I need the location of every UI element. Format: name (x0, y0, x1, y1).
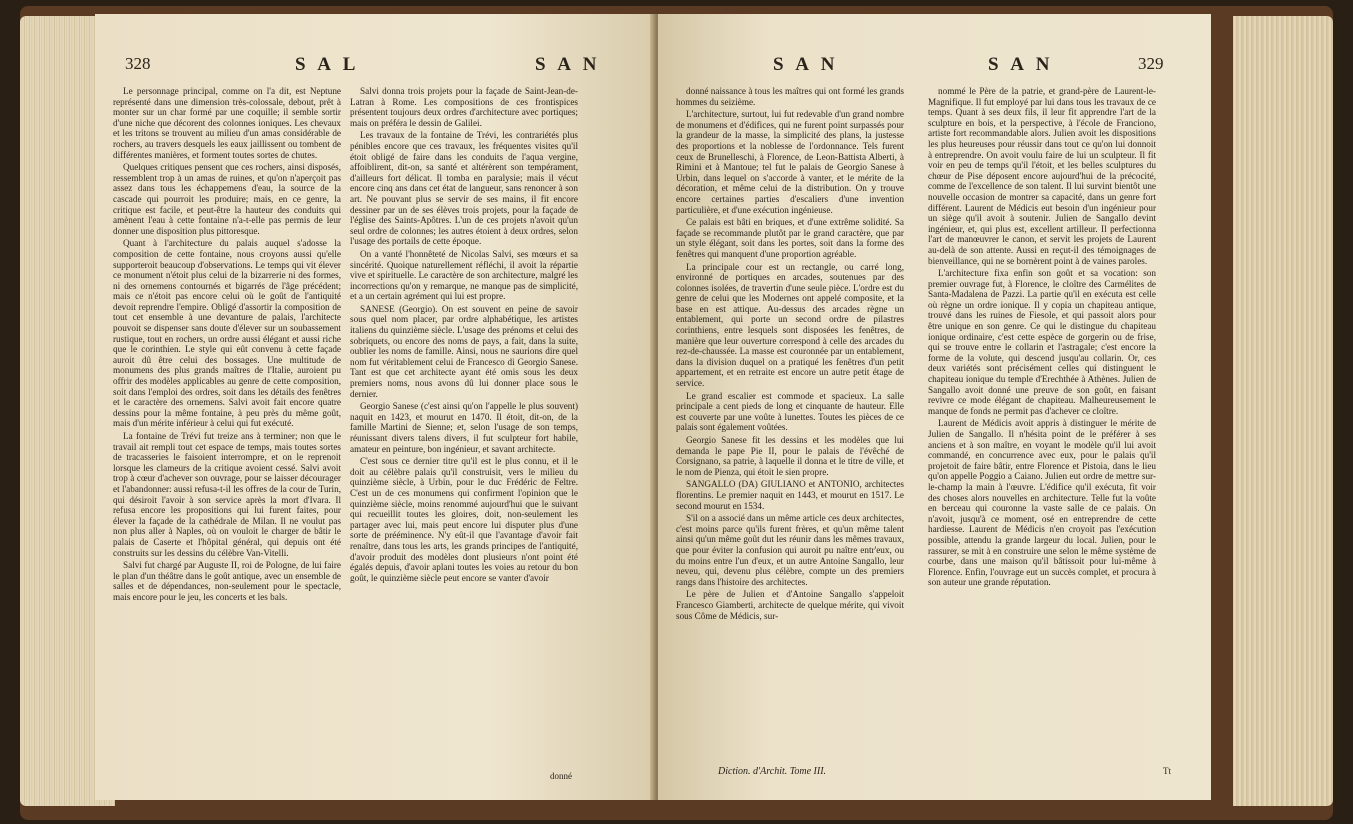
right-column-1 (676, 86, 904, 623)
paragraph: L'architecture fixa enfin son goût et sa vocation: son premier ouvrage fut, à Florence, le cloître des Carmélites de Santa-Madalena de Pazzi. La partie qu'il en exécuta est celle où règne un ordre ionique. Il y copia un chapiteau antique, trouvé dans les ruines de Fiesole, et qui passoit alors pour être unique en son genre. Ce qui le distingue du chapiteau ionique ordinaire, c'est cette espèce de gorgerin ou de frise, qui se trouve entre le collarin et l'astragale; c'est encore la forme de la volute, qui descend jusqu'au collarin. Or, ces deux variétés sont précisément celles qui distinguent le chapiteau ionique du temple d'Erechthée à Athènes. Julien de Sangallo avoit donné une preuve de son goût, en faisant revivre ce mode élégant de chapiteau. Malheureusement le manque de fonds ne permit pas d'achever ce cloître. (928, 268, 1156, 416)
left-column-2 (350, 86, 578, 585)
running-head-left: S A L (295, 54, 360, 75)
paragraph: Le grand escalier est commode et spacieux. La salle principale a cent pieds de long et cinquante de hauteur. Elle est couverte par une voûte à lunettes. Toutes les pièces de ce palais sont également voûtées. (676, 390, 904, 433)
paragraph: Georgio Sanese (c'est ainsi qu'on l'appelle le plus souvent) naquit en 1423, et mourut en 1470. Il étoit, dit-on, de la famille Martini de Sienne; et, selon l'usage de son temps, réunissant divers talens divers, il fut sculpteur fort habile, amateur en peinture, bon ingénieur, et savant architecte. (350, 401, 578, 454)
right-column-2 (928, 86, 1156, 590)
right-page (658, 14, 1211, 800)
paragraph: Quelques critiques pensent que ces rochers, ainsi disposés, ressemblent trop à un amas de ruines, et qu'on n'aperçoit pas assez dans tous les échappemens d'eau, la source de la cascade qui pourroit les produire; mais, en ce genre, la critique est facile, et peut-être la hauteur des conduits qui amènent l'eau à cette fontaine n'a-t-elle pas permis de leur donner une disposition plus pittoresque. (113, 162, 341, 236)
page-number-right: 329 (1138, 54, 1164, 73)
running-head-left-2: S A N (535, 54, 601, 75)
paragraph: Laurent de Médicis avoit appris à distinguer le mérite de Julien de Sangallo. Il n'hésita point de le préférer à ses anciens et à son maître, en voyant le modèle qu'il lui avoit commandé, en concurrence avec eux, pour le palais qu'il projetoit de faire bâtir, entre Florence et Pistoia, dans le lieu qu'on appelle Poggio a Caiano. Julien eut ordre de mettre sur-le-champ la main à l'œuvre. L'édifice qu'il exécuta, fit voir des choses alors nouvelles en architecture. Telle fut la voûte en berceau qui couronne la vaste salle de ce palais. On n'avoit, jusqu'à ce moment, osé en entreprendre de cette hardiesse. Laurent de Médicis n'en croyoit pas l'exécution possible, attendu la grande largeur du local. Julien, pour le rassurer, se mit à en construire une selon le même système de courbe, dans une maison qu'il bâtissoit pour lui-même à Florence. Enfin, l'ouvrage eut un succès complet, et procura à son auteur une grande réputation. (928, 418, 1156, 588)
paragraph: Georgio Sanese fit les dessins et les modèles que lui demanda le pape Pie II, pour le palais de l'évêché de Corsignano, sa patrie, à laquelle il donna et le titre de ville, et le nom de Pienza, qui étoit le sien propre. (676, 435, 904, 477)
paragraph: Ce palais est bâti en briques, et d'une extrême solidité. Sa façade se recommande plutôt par le grand caractère, que par un style élégant, soit dans les portes, soit dans la forme des fenêtres qui manquent d'une proportion agréable. (676, 217, 904, 259)
left-page (95, 14, 655, 800)
running-head-right: S A N (988, 54, 1054, 75)
sheet-mark: Tt (1163, 766, 1171, 776)
catchword: donné (550, 771, 572, 781)
paragraph: SANGALLO (DA) GIULIANO et ANTONIO, architectes florentins. Le premier naquit en 1443, et mourut en 1517. Le second mourut en 1534. (676, 479, 904, 511)
paragraph: SANESE (Georgio). On est souvent en peine de savoir sous quel nom placer, par ordre alphabétique, les artistes italiens du quinzième siècle. L'usage des prénoms et celui des sobriquets, ou encore des noms de pays, a fait, dans la suite, oublier les noms de famille. Ainsi, nous ne saurions dire quel nom fut véritablement celui de Francesco di Georgio Sanese. Tant est que cet architecte ayant été omis sous les deux premiers noms, nous avons dû lui donner place sous le dernier. (350, 303, 578, 399)
paragraph: L'architecture, surtout, lui fut redevable d'un grand nombre de monumens et d'édifices, qui ne furent point surpassés pour la grandeur de la masse, la simplicité des plans, la justesse des proportions et la noblesse de l'ordonnance. Tels furent ceux de Brunelleschi, à Florence, de Leon-Battista Alberti, à Rimini et à Mantoue; tel fut le palais de Georgio Sanese à Urbin, dans lequel on s'accorde à vanter, et le mérite de la décoration, et même celui de la distribution. On y trouve encore certaines parties d'escaliers d'une invention particulière, et d'une exécution ingénieuse. (676, 109, 904, 215)
paragraph: Salvi donna trois projets pour la façade de Saint-Jean-de-Latran à Rome. Les compositions de ces frontispices présentent toujours deux ordres d'architecture avec portiques; mais on préféra le dessin de Galilei. (350, 86, 578, 128)
paragraph: La principale cour est un rectangle, ou carré long, environné de portiques en arcades, soutenues par des colonnes isolées, de travertin d'une seule pièce. L'ordre est du genre de celui que les Modernes ont appelé composite, et la base en est attique. Au-dessus des arcades règne un entablement, qui porte un second ordre de pilastres corinthiens, entre lesquels sont disposées les fenêtres, de manière que leur ouverture correspond à celle des arcades du rez-de-chaussée. La masse est couronnée par un entablement, dans la division duquel on a pratiqué les fenêtres d'un petit appartement, et en retraite est encore un autre petit étage de service. (676, 261, 904, 389)
paragraph: Les travaux de la fontaine de Trévi, les contrariétés plus pénibles encore que ces travaux, les fréquentes visites qu'il étoit obligé de faire dans les conduits de l'aqua vergine, affoiblirent, dit-on, sa santé et altérèrent son tempérament, d'ailleurs fort délicat. Il tomba en paralysie; mais il vécut encore cinq ans dans cet état de langueur, sans renoncer à son art. Ne pouvant plus se servir de ses mains, il fit encore dessiner par un de ses élèves trois projets, pour la façade de l'église des Saints-Apôtres. L'un de ces projets n'avoit qu'un seul ordre de colonnes; les autres étoient à deux ordres, selon l'usage des portails de cette époque. (350, 130, 578, 247)
paragraph: C'est sous ce dernier titre qu'il est le plus connu, et il le doit au célèbre palais qu'il construisit, vers le milieu du quinzième siècle, à Urbin, pour le duc Frédéric de Feltre. C'est un de ces monumens qui confirment l'opinion que le quinzième siècle, moins renommé aujourd'hui que le suivant qui recueillit toutes les gloires, doit, non-seulement les partager avec lui, mais peut encore lui disputer plus d'une sorte de prééminence. N'y eût-il que l'avantage d'avoir fait renaître, dans tous les arts, les grands principes de l'antiquité, d'avoir produit des modèles dont plusieurs n'ont point été égalés depuis, d'avoir aplani toutes les voies au retour du bon goût, le quinzième siècle peut encore se vanter d'avoir (350, 456, 578, 583)
paragraph: La fontaine de Trévi fut treize ans à terminer; non que le travail ait rempli tout cet espace de temps, mais toutes sortes de tracasseries le faisoient interrompre, et on le reprenoit lorsque les clameurs de la critique avoient cessé. Salvi avoit trop à cœur d'achever son ouvrage, pour se laisser décourager et l'abandonner: aussi refusa-t-il les offres de la cour de Turin, qui désiroit l'avoir à son service après la mort d'Ivara. Il refusa encore les propositions qui lui furent faites, pour élever la façade de la cathédrale de Milan. Il ne voulut pas non plus aller à Naples, où on vouloit le charger de bâtir le palais de Caserte et l'hôpital général, qui depuis ont été construits sur les dessins du célèbre Van-Vitelli. (113, 431, 341, 558)
left-column-1 (113, 86, 341, 605)
paragraph: Le père de Julien et d'Antoine Sangallo s'appeloit Francesco Giamberti, architecte de quelque mérite, qui vivoit sous Côme de Médicis, sur- (676, 589, 904, 621)
paragraph: On a vanté l'honnêteté de Nicolas Salvi, ses mœurs et sa sincérité. Quoique naturellement réfléchi, il avoit la répartie vive et spirituelle. Le caractère de son architecture, malgré les incorrections qu'on y remarque, ne manque pas de simplicité, et a un certain agrément qui lui est propre. (350, 248, 578, 302)
page-edges-right (1233, 16, 1333, 806)
paragraph: Salvi fut chargé par Auguste II, roi de Pologne, de lui faire le plan d'un théâtre dans le goût antique, avec un ensemble de salles et de dépendances, non-seulement pour le spectacle, mais encore pour le jeu, les concerts et les bals. (113, 560, 341, 602)
paragraph: Le personnage principal, comme on l'a dit, est Neptune représenté dans une dimension très-colossale, debout, prêt à monter sur un char formé par une coquille; il semble sortir d'une niche que décorent des colonnes ioniques. Les chevaux et les tritons se trouvent au milieu d'un amas considérable de rochers, au travers desquels les eaux jaillissent ou tombent de différentes manières, et forment toutes sortes de chutes. (113, 86, 341, 160)
paragraph: donné naissance à tous les maîtres qui ont formé les grands hommes du seizième. (676, 86, 904, 107)
running-head-right-a: S A N (773, 54, 839, 75)
paragraph: nommé le Père de la patrie, et grand-père de Laurent-le-Magnifique. Il fut employé par lui dans tous les travaux de ce temps. Quant à ses deux fils, il leur fit apprendre l'art de la sculpture en bois, et la perspective, à l'école de Franciono, artiste fort recommandable alors. Julien avoit les dispositions les plus heureuses pour réussir dans tout ce qu'on lui donnoit à entreprendre. On avoit voulu faire de lui un sculpteur. Il fit voir en peu de temps qu'il l'étoit, et les belles sculptures du chœur de Pise déposent encore aujourd'hui de la précocité, comme de l'excellence de son talent. Il lui survint bientôt une nouvelle occasion de montrer sa capacité, dans un genre fort différent. Laurent de Médicis eut besoin d'un ingénieur pour un siège qu'il avoit à soutenir. Julien de Sangallo devint ingénieur, et, qui plus est, excellent artilleur. Il perfectionna l'art de manœuvrer le canon, et servit les projets de Laurent au-delà de son attente. Aussi en reçut-il des témoignages de bienveillance, qui ne se bornèrent point à de vaines paroles. (928, 86, 1156, 266)
paragraph: S'il on a associé dans un même article ces deux architectes, c'est moins parce qu'ils furent frères, et qu'un même talent ainsi qu'un même goût dut les réunir dans les mêmes travaux, que pour éviter la confusion qui auroit pu naître entr'eux, ou du moins entre l'un d'eux, et un autre Antoine Sangallo, leur neveu, qui, devenu plus célèbre, compte un des premiers rangs dans l'histoire des architectes. (676, 513, 904, 587)
paragraph: Quant à l'architecture du palais auquel s'adosse la composition de cette fontaine, nous croyons aussi qu'elle supporteroit beaucoup d'observations. Le temps qui vit élever ce monument n'étoit plus celui de la bizarrerie ni des formes, ni des ornemens contournés et bigarrés de l'âge précédent; mais ce n'étoit pas encore celui où le goût de l'antiquité devoit reprendre l'empire. Obligé d'assortir la composition de tout cet ensemble à une devanture de palais, l'architecte pouvoit se dispenser sans doute d'élever sur un soubassement rustique, tout en rochers, un ordre aussi élégant et aussi riche que le corinthien. Le style qui eût convenu à cette façade auroit dû être celui des bossages. Une multitude de monumens des plus grands maîtres de l'Italie, auroient pu offrir des modèles applicables au genre de cette composition, soit dans l'emploi des ordres, soit dans les détails des fenêtres et le caractère des ornemens. Salvi avoit fait encore quatre dessins pour la même fontaine, à peu près du même goût, mais d'un mérite inférieur à celui qui fut exécuté. (113, 238, 341, 429)
page-number-left: 328 (125, 54, 151, 73)
signature-line: Diction. d'Archit. Tome III. (718, 766, 827, 777)
